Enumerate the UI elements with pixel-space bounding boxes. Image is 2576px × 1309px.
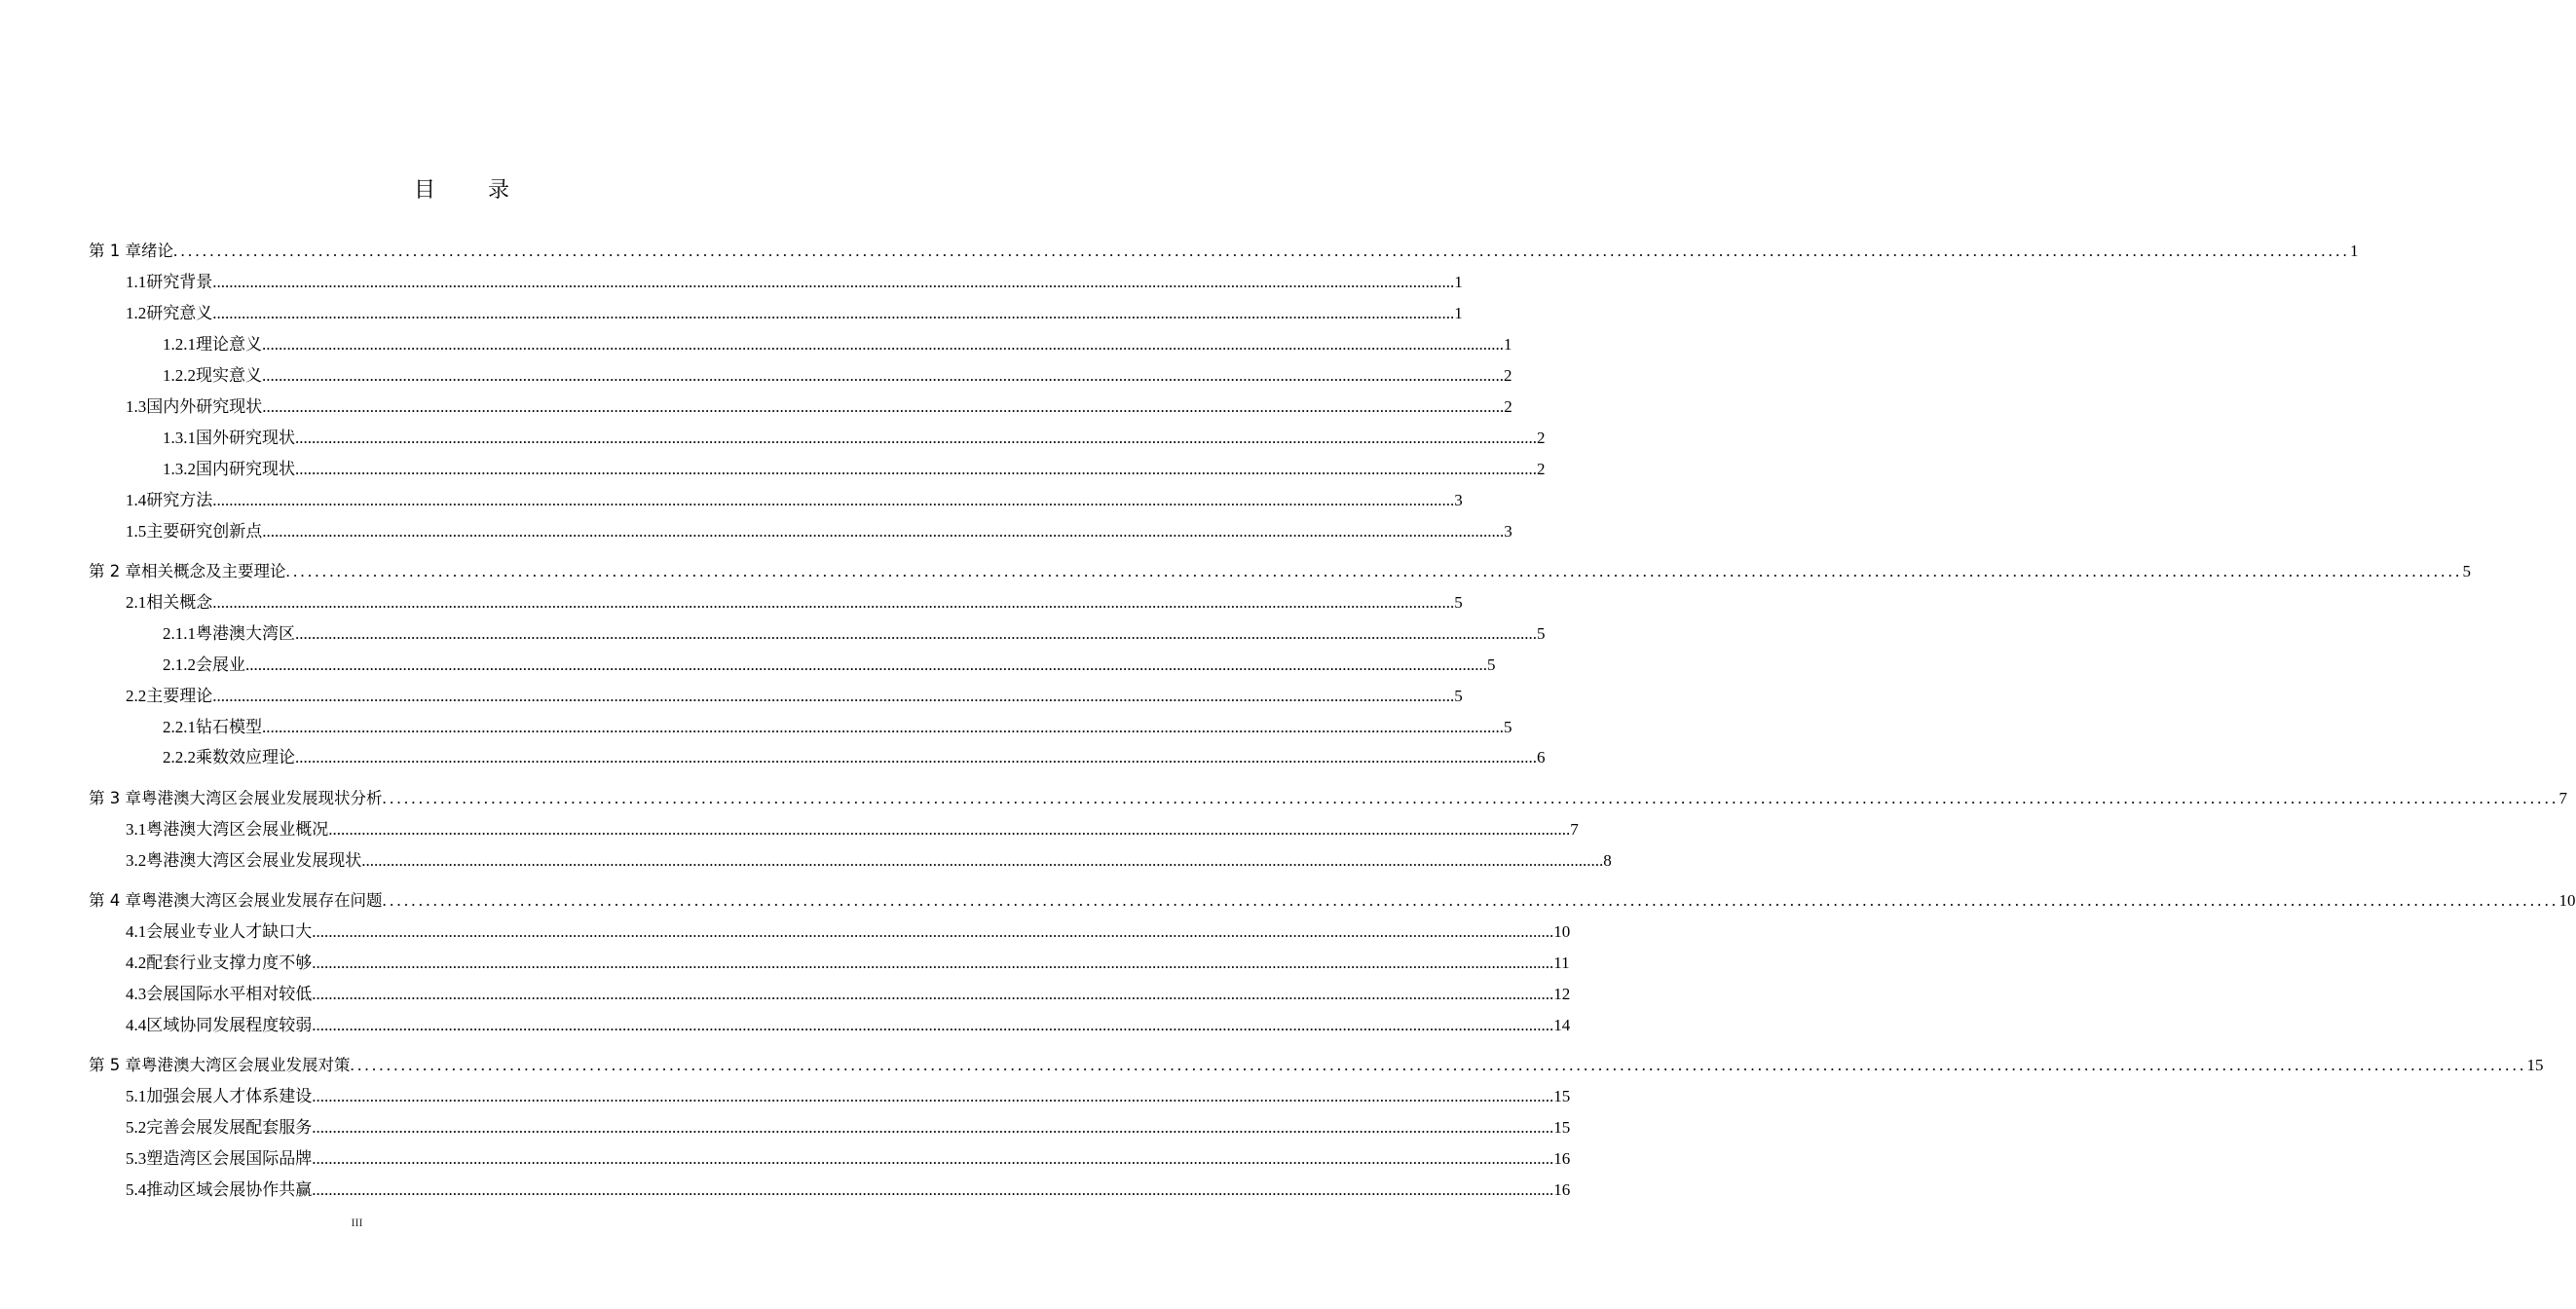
toc-entry-page: 2 (1537, 429, 1546, 447)
toc-dot-leader: ............................................................................................................................................................................................................................................................................................................ (328, 820, 1571, 839)
toc-entry-title: 绪论 (141, 242, 173, 260)
toc-dot-leader: ............................................................................................................................................................................................................................................................................................................ (285, 562, 2463, 580)
toc-entry-page: 1 (1454, 273, 1463, 291)
toc-entry-page: 8 (1603, 851, 1612, 870)
toc-entry-number: 1.4 (126, 491, 147, 509)
toc-entry-2-2[interactable] (126, 685, 1463, 708)
toc-entry-title: 会展业专业人才缺口大 (146, 922, 313, 941)
toc-dot-leader: ............................................................................................................................................................................................................................................................................................................ (312, 1180, 1554, 1199)
toc-entry-title: 塑造湾区会展国际品牌 (146, 1149, 313, 1168)
toc-title-part2: 录 (488, 178, 512, 203)
toc-entry-number: 1.2.1 (163, 335, 196, 354)
toc-entry-3-1[interactable] (126, 818, 1579, 842)
toc-dot-leader: ............................................................................................................................................................................................................................................................................................................ (245, 655, 1487, 674)
toc-entry-1-1[interactable] (126, 271, 1463, 294)
toc-entry-第2章[interactable] (89, 560, 2471, 583)
toc-entry-title: 相关概念 (146, 593, 213, 612)
toc-dot-leader: ............................................................................................................................................................................................................................................................................................................ (295, 460, 1537, 478)
toc-entry-title: 会展业 (196, 655, 245, 674)
toc-entry-title: 理论意义 (196, 335, 262, 354)
toc-dot-leader: ............................................................................................................................................................................................................................................................................................................ (312, 922, 1554, 941)
toc-entry-2-1-2[interactable] (163, 654, 1496, 677)
toc-entry-title: 会展国际水平相对较低 (146, 985, 313, 1003)
toc-entry-title: 现实意义 (196, 366, 262, 385)
page-number: III (351, 1216, 363, 1229)
toc-entry-number: 4.1 (126, 922, 147, 941)
toc-entry-4-1[interactable] (126, 920, 1571, 944)
toc-entry-page: 5 (1504, 718, 1512, 736)
toc-dot-leader: ............................................................................................................................................................................................................................................................................................................ (212, 491, 1455, 509)
toc-entry-page: 10 (1553, 922, 1571, 941)
toc-dot-leader: ............................................................................................................................................................................................................................................................................................................ (312, 1118, 1554, 1137)
toc-entry-5-2[interactable] (126, 1116, 1571, 1140)
toc-entry-title: 推动区域会展协作共赢 (146, 1180, 313, 1199)
toc-dot-leader: ............................................................................................................................................................................................................................................................................................................ (262, 397, 1505, 416)
toc-entry-number: 第 5 章 (89, 1056, 141, 1074)
toc-entry-5-3[interactable] (126, 1147, 1571, 1171)
toc-entry-5-4[interactable] (126, 1178, 1571, 1202)
toc-entry-number: 2.1.1 (163, 624, 196, 643)
toc-dot-leader: ............................................................................................................................................................................................................................................................................................................ (262, 522, 1505, 541)
toc-entry-title: 乘数效应理论 (196, 748, 295, 767)
toc-entry-2-1-1[interactable] (163, 622, 1546, 646)
toc-entry-5-1[interactable] (126, 1085, 1571, 1108)
toc-entry-number: 4.3 (126, 985, 147, 1003)
toc-entry-title: 研究背景 (146, 273, 213, 291)
toc-entry-page: 16 (1553, 1149, 1571, 1168)
toc-entry-page: 16 (1553, 1180, 1571, 1199)
toc-entry-4-3[interactable] (126, 983, 1571, 1006)
toc-dot-leader: ............................................................................................................................................................................................................................................................................................................ (361, 851, 1604, 870)
toc-dot-leader: ............................................................................................................................................................................................................................................................................................................ (295, 748, 1537, 767)
toc-dot-leader: ............................................................................................................................................................................................................................................................................................................ (295, 429, 1537, 447)
toc-dot-leader: ............................................................................................................................................................................................................................................................................................................ (312, 1087, 1554, 1105)
toc-entry-number: 2.1 (126, 593, 147, 612)
toc-entry-1-5[interactable] (126, 520, 1512, 543)
toc-title-part1: 目 (413, 178, 437, 203)
toc-entry-title: 研究方法 (146, 491, 213, 509)
toc-entry-page: 7 (2558, 789, 2567, 807)
toc-entry-page: 15 (1553, 1087, 1571, 1105)
toc-entry-page: 15 (2526, 1056, 2544, 1074)
toc-dot-leader: ............................................................................................................................................................................................................................................................................................................ (382, 891, 2559, 910)
toc-entry-4-2[interactable] (126, 952, 1570, 975)
toc-title (0, 173, 925, 204)
toc-entry-number: 1.3 (126, 397, 147, 416)
toc-dot-leader: ............................................................................................................................................................................................................................................................................................................ (382, 789, 2559, 807)
toc-dot-leader: ............................................................................................................................................................................................................................................................................................................ (312, 954, 1554, 972)
toc-entry-number: 3.1 (126, 820, 147, 839)
toc-dot-leader: ............................................................................................................................................................................................................................................................................................................ (262, 366, 1504, 385)
toc-dot-leader: ............................................................................................................................................................................................................................................................................................................ (262, 718, 1504, 736)
toc-entry-title: 粤港澳大湾区会展业发展现状 (146, 851, 362, 870)
toc-entry-page: 1 (1454, 304, 1463, 322)
toc-entry-number: 第 2 章 (89, 562, 141, 580)
toc-entry-page: 15 (1553, 1118, 1571, 1137)
toc-entry-page: 5 (1487, 655, 1496, 674)
toc-entry-title: 国内研究现状 (196, 460, 295, 478)
toc-entry-number: 第 1 章 (89, 242, 141, 260)
toc-entry-number: 2.2.1 (163, 718, 196, 736)
toc-entry-page: 2 (1504, 366, 1512, 385)
toc-entry-number: 5.3 (126, 1149, 147, 1168)
toc-entry-4-4[interactable] (126, 1014, 1571, 1037)
toc-entry-1-2-2[interactable] (163, 364, 1512, 388)
toc-entry-number: 5.2 (126, 1118, 147, 1137)
toc-entry-title: 粤港澳大湾区 (196, 624, 295, 643)
toc-entry-title: 研究意义 (146, 304, 213, 322)
toc-entry-page: 5 (1537, 624, 1546, 643)
toc-entry-title: 国外研究现状 (196, 429, 295, 447)
toc-entry-title: 区域协同发展程度较弱 (146, 1016, 313, 1034)
toc-entry-page: 10 (2558, 891, 2576, 910)
toc-entry-title: 主要理论 (146, 687, 213, 705)
toc-entry-page: 5 (1454, 687, 1463, 705)
toc-dot-leader: ............................................................................................................................................................................................................................................................................................................ (212, 687, 1455, 705)
toc-entry-title: 粤港澳大湾区会展业发展存在问题 (141, 891, 383, 910)
toc-entry-1-2-1[interactable] (163, 333, 1512, 356)
toc-entry-第1章[interactable] (89, 240, 2359, 263)
toc-entry-page: 1 (2350, 242, 2359, 260)
toc-entry-第5章[interactable] (89, 1054, 2544, 1077)
toc-entry-1-3[interactable] (126, 395, 1512, 419)
toc-entry-title: 国内外研究现状 (146, 397, 263, 416)
toc-entry-3-2[interactable] (126, 849, 1612, 873)
toc-dot-leader: ............................................................................................................................................................................................................................................................................................................ (295, 624, 1537, 643)
toc-dot-leader: ............................................................................................................................................................................................................................................................................................................ (212, 304, 1455, 322)
toc-dot-leader: ............................................................................................................................................................................................................................................................................................................ (312, 985, 1554, 1003)
toc-entry-number: 4.4 (126, 1016, 147, 1034)
toc-entry-title: 粤港澳大湾区会展业概况 (146, 820, 329, 839)
toc-entry-title: 加强会展人才体系建设 (146, 1087, 313, 1105)
toc-dot-leader: ............................................................................................................................................................................................................................................................................................................ (312, 1149, 1554, 1168)
toc-dot-leader: ............................................................................................................................................................................................................................................................................................................ (350, 1056, 2527, 1074)
toc-entry-page: 12 (1553, 985, 1571, 1003)
toc-entry-title: 粤港澳大湾区会展业发展对策 (141, 1056, 351, 1074)
toc-entry-title: 粤港澳大湾区会展业发展现状分析 (141, 789, 383, 807)
toc-entry-第3章[interactable] (89, 787, 2567, 810)
toc-entry-title: 完善会展发展配套服务 (146, 1118, 313, 1137)
toc-entry-number: 2.1.2 (163, 655, 196, 674)
toc-entry-title: 配套行业支撑力度不够 (146, 954, 313, 972)
toc-entry-1-4[interactable] (126, 489, 1463, 512)
toc-entry-number: 第 4 章 (89, 891, 141, 910)
toc-entry-title: 钻石模型 (196, 718, 262, 736)
toc-entry-number: 第 3 章 (89, 789, 141, 807)
toc-entry-page: 1 (1504, 335, 1512, 354)
toc-entry-2-2-1[interactable] (163, 716, 1512, 739)
toc-dot-leader: ............................................................................................................................................................................................................................................................................................................ (312, 1016, 1554, 1034)
toc-entry-number: 1.2.2 (163, 366, 196, 385)
toc-entry-number: 3.2 (126, 851, 147, 870)
toc-entry-page: 14 (1553, 1016, 1571, 1034)
toc-entry-number: 5.4 (126, 1180, 147, 1199)
toc-entry-number: 1.3.2 (163, 460, 196, 478)
toc-entry-page: 7 (1570, 820, 1579, 839)
toc-entry-第4章[interactable] (89, 889, 2576, 913)
toc-dot-leader: ............................................................................................................................................................................................................................................................................................................ (212, 593, 1455, 612)
toc-entry-number: 1.3.1 (163, 429, 196, 447)
toc-entry-number: 4.2 (126, 954, 147, 972)
toc-dot-leader: ............................................................................................................................................................................................................................................................................................................ (262, 335, 1504, 354)
toc-entry-number: 5.1 (126, 1087, 147, 1105)
toc-entry-page: 2 (1537, 460, 1546, 478)
toc-entry-page: 5 (2462, 562, 2471, 580)
toc-entry-page: 3 (1454, 491, 1463, 509)
toc-entry-page: 2 (1504, 397, 1512, 416)
toc-entry-title: 主要研究创新点 (146, 522, 263, 541)
toc-entry-page: 6 (1537, 748, 1546, 767)
toc-entry-1-2[interactable] (126, 302, 1463, 325)
toc-entry-number: 2.2 (126, 687, 147, 705)
toc-entry-number: 2.2.2 (163, 748, 196, 767)
toc-entry-page: 11 (1553, 954, 1570, 972)
toc-entry-number: 1.2 (126, 304, 147, 322)
toc-entry-2-2-2[interactable] (163, 746, 1546, 769)
toc-entry-number: 1.1 (126, 273, 147, 291)
toc-entry-2-1[interactable] (126, 591, 1463, 615)
toc-entry-1-3-1[interactable] (163, 427, 1546, 450)
toc-entry-page: 5 (1454, 593, 1463, 612)
toc-entry-number: 1.5 (126, 522, 147, 541)
toc-dot-leader: ............................................................................................................................................................................................................................................................................................................ (173, 242, 2350, 260)
toc-entry-1-3-2[interactable] (163, 458, 1546, 481)
toc-dot-leader: ............................................................................................................................................................................................................................................................................................................ (212, 273, 1455, 291)
toc-entry-title: 相关概念及主要理论 (141, 562, 286, 580)
toc-entry-page: 3 (1504, 522, 1512, 541)
